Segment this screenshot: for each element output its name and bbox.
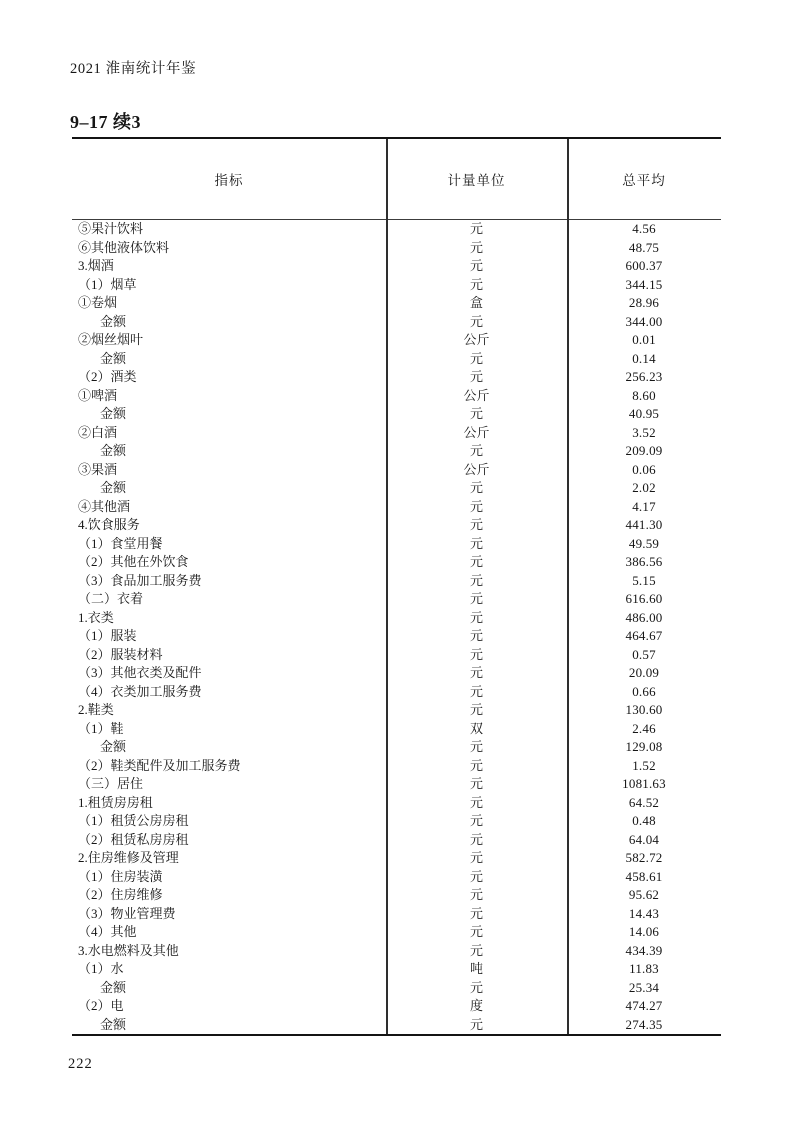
unit-cell: 元 (469, 369, 483, 384)
value-cell: 256.23 (625, 369, 663, 384)
value-cell: 11.83 (629, 961, 659, 976)
value-cell: 344.15 (625, 276, 663, 292)
unit-cell: 元 (469, 480, 483, 495)
unit-cell: 元 (469, 591, 483, 606)
value-cell: 344.00 (625, 313, 663, 329)
value-cell: 616.60 (625, 591, 663, 606)
value-cell: 486.00 (625, 609, 663, 625)
table-row (72, 609, 721, 628)
unit-cell: 元 (469, 628, 483, 643)
value-cell: 0.06 (632, 461, 656, 477)
value-cell: 1.52 (632, 757, 656, 773)
value-cell: 14.43 (628, 905, 660, 921)
indicator-cell: ②白酒 (78, 424, 118, 440)
table-row (72, 775, 721, 794)
indicator-cell: （二）衣着 (78, 591, 144, 606)
unit-cell: 元 (469, 443, 483, 458)
unit-cell: 元 (469, 313, 483, 329)
table-row (72, 997, 721, 1016)
unit-cell: 元 (469, 276, 483, 292)
indicator-cell: （2）服装材料 (78, 646, 163, 662)
column-header-indicator: 指标 (214, 173, 244, 188)
value-cell: 209.09 (625, 443, 663, 458)
value-cell: 441.30 (625, 517, 663, 532)
table-row (72, 479, 721, 498)
table-row (72, 442, 721, 461)
value-cell: 25.34 (628, 979, 660, 995)
unit-cell: 元 (469, 942, 483, 958)
indicator-cell: 3.水电燃料及其他 (78, 942, 179, 958)
value-cell: 582.72 (625, 850, 663, 865)
table-row (72, 979, 721, 998)
yearbook-title: 2021 淮南统计年鉴 (70, 61, 197, 77)
column-divider-1 (386, 139, 388, 1034)
indicator-cell: 金额 (100, 739, 127, 754)
indicator-cell: ②烟丝烟叶 (78, 332, 144, 347)
table-row (72, 701, 721, 720)
indicator-cell: 1.租赁房房租 (78, 794, 153, 810)
indicator-cell: 2.鞋类 (78, 702, 114, 717)
unit-cell: 元 (469, 905, 483, 921)
table-row (72, 331, 721, 350)
value-cell: 4.17 (632, 498, 656, 514)
table-row (72, 368, 721, 387)
value-cell: 2.46 (632, 720, 656, 736)
indicator-cell: ①啤酒 (78, 387, 118, 403)
unit-cell: 公斤 (463, 461, 490, 477)
table-row (72, 276, 721, 295)
indicator-cell: （3）其他衣类及配件 (78, 665, 202, 680)
indicator-cell: ③果酒 (78, 461, 118, 477)
table-row (72, 461, 721, 480)
table-header-row (72, 139, 721, 220)
unit-cell: 元 (469, 683, 483, 699)
unit-cell: 元 (469, 979, 483, 995)
table-row (72, 313, 721, 332)
table-row (72, 923, 721, 942)
table-row (72, 664, 721, 683)
unit-cell: 公斤 (463, 387, 490, 403)
table-row (72, 257, 721, 276)
table-row (72, 572, 721, 591)
indicator-cell: （4）其他 (78, 924, 137, 939)
table-row (72, 942, 721, 961)
value-cell: 129.08 (625, 739, 663, 754)
indicator-cell: （三）居住 (78, 776, 144, 791)
table-row (72, 812, 721, 831)
value-cell: 95.62 (628, 887, 660, 902)
table-row (72, 960, 721, 979)
indicator-cell: （1）食堂用餐 (78, 535, 163, 551)
indicator-cell: （1）烟草 (78, 276, 137, 292)
table-row (72, 905, 721, 924)
unit-cell: 元 (469, 665, 483, 680)
unit-cell: 元 (469, 887, 483, 902)
indicator-cell: ⑥其他液体饮料 (78, 239, 170, 255)
indicator-cell: 2.住房维修及管理 (78, 850, 179, 865)
indicator-cell: （3）物业管理费 (78, 905, 176, 921)
indicator-cell: 金额 (100, 350, 127, 366)
table-row (72, 405, 721, 424)
value-cell: 20.09 (628, 665, 660, 680)
unit-cell: 元 (469, 813, 483, 828)
table-row (72, 424, 721, 443)
value-cell: 28.96 (628, 295, 660, 310)
value-cell: 4.56 (632, 221, 656, 236)
unit-cell: 元 (469, 1016, 483, 1032)
table-row (72, 294, 721, 313)
unit-cell: 元 (469, 406, 483, 421)
statistics-table (72, 137, 721, 1036)
unit-cell: 度 (469, 998, 483, 1013)
unit-cell: 元 (469, 609, 483, 625)
value-cell: 464.67 (625, 628, 663, 643)
unit-cell: 公斤 (463, 332, 490, 347)
value-cell: 0.14 (632, 350, 656, 366)
indicator-cell: （1）服装 (78, 628, 137, 643)
unit-cell: 元 (469, 739, 483, 754)
indicator-cell: （1）水 (78, 961, 124, 976)
table-row (72, 886, 721, 905)
indicator-cell: 金额 (100, 443, 127, 458)
table-row (72, 590, 721, 609)
indicator-cell: 3.烟酒 (78, 258, 114, 273)
indicator-cell: （2）其他在外饮食 (78, 554, 189, 569)
value-cell: 14.06 (628, 924, 660, 939)
unit-cell: 元 (469, 776, 483, 791)
value-cell: 5.15 (632, 572, 656, 588)
table-number-title: 9–17 续3 (70, 112, 141, 132)
table-row (72, 757, 721, 776)
indicator-cell: （2）住房维修 (78, 887, 163, 902)
table-row (72, 849, 721, 868)
indicator-cell: （4）衣类加工服务费 (78, 683, 202, 699)
table-row (72, 350, 721, 369)
indicator-cell: 4.饮食服务 (78, 517, 140, 532)
value-cell: 0.01 (632, 332, 656, 347)
table-row (72, 1016, 721, 1035)
unit-cell: 元 (469, 831, 483, 847)
table-row (72, 794, 721, 813)
unit-cell: 双 (469, 720, 483, 736)
value-cell: 48.75 (628, 239, 660, 255)
unit-cell: 元 (469, 757, 483, 773)
value-cell: 0.66 (632, 683, 656, 699)
value-cell: 0.48 (632, 813, 656, 828)
unit-cell: 元 (469, 350, 483, 366)
column-header-unit: 计量单位 (447, 173, 506, 188)
column-header-average: 总平均 (622, 173, 666, 188)
table-row (72, 498, 721, 517)
unit-cell: 元 (469, 646, 483, 662)
unit-cell: 元 (469, 239, 483, 255)
unit-cell: 元 (469, 702, 483, 717)
value-cell: 64.52 (628, 794, 660, 810)
indicator-cell: （3）食品加工服务费 (78, 572, 202, 588)
indicator-cell: 金额 (100, 313, 127, 329)
indicator-cell: ⑤果汁饮料 (78, 221, 144, 236)
unit-cell: 吨 (469, 961, 483, 976)
value-cell: 0.57 (632, 646, 656, 662)
indicator-cell: （1）鞋 (78, 720, 124, 736)
column-divider-2 (567, 139, 569, 1034)
table-row (72, 516, 721, 535)
unit-cell: 元 (469, 850, 483, 865)
value-cell: 49.59 (628, 535, 660, 551)
value-cell: 130.60 (625, 702, 663, 717)
indicator-cell: 金额 (100, 979, 127, 995)
value-cell: 2.02 (632, 480, 656, 495)
indicator-cell: （2）电 (78, 998, 124, 1013)
value-cell: 40.95 (628, 406, 660, 421)
value-cell: 386.56 (625, 554, 663, 569)
unit-cell: 元 (469, 498, 483, 514)
table-row (72, 683, 721, 702)
indicator-cell: 金额 (100, 406, 127, 421)
value-cell: 434.39 (625, 942, 663, 958)
indicator-cell: 金额 (100, 480, 127, 495)
table-row (72, 738, 721, 757)
value-cell: 8.60 (632, 387, 656, 403)
indicator-cell: ④其他酒 (78, 498, 131, 514)
table-row (72, 220, 721, 239)
value-cell: 474.27 (625, 998, 663, 1013)
unit-cell: 元 (469, 572, 483, 588)
value-cell: 600.37 (625, 258, 663, 273)
indicator-cell: 金额 (100, 1016, 127, 1032)
table-row (72, 627, 721, 646)
unit-cell: 元 (469, 535, 483, 551)
unit-cell: 盒 (469, 295, 483, 310)
unit-cell: 元 (469, 554, 483, 569)
table-row (72, 535, 721, 554)
value-cell: 1081.63 (622, 776, 666, 791)
indicator-cell: （2）酒类 (78, 369, 137, 384)
unit-cell: 元 (469, 221, 483, 236)
indicator-cell: （2）鞋类配件及加工服务费 (78, 757, 241, 773)
value-cell: 64.04 (628, 831, 660, 847)
table-row (72, 831, 721, 850)
value-cell: 3.52 (632, 424, 656, 440)
unit-cell: 元 (469, 794, 483, 810)
table-row (72, 387, 721, 406)
table-row (72, 646, 721, 665)
value-cell: 274.35 (625, 1016, 663, 1032)
indicator-cell: ①卷烟 (78, 295, 118, 310)
indicator-cell: （1）租赁公房房租 (78, 813, 189, 828)
table-row (72, 553, 721, 572)
unit-cell: 元 (469, 868, 483, 884)
indicator-cell: （2）租赁私房房租 (78, 831, 189, 847)
table-row (72, 720, 721, 739)
indicator-cell: （1）住房装潢 (78, 868, 163, 884)
page-number: 222 (68, 1056, 93, 1072)
unit-cell: 元 (469, 924, 483, 939)
value-cell: 458.61 (625, 868, 663, 884)
unit-cell: 元 (469, 258, 483, 273)
unit-cell: 元 (469, 517, 483, 532)
indicator-cell: 1.衣类 (78, 609, 114, 625)
unit-cell: 公斤 (463, 424, 490, 440)
table-row (72, 239, 721, 258)
table-row (72, 868, 721, 887)
table-body (72, 220, 721, 1034)
